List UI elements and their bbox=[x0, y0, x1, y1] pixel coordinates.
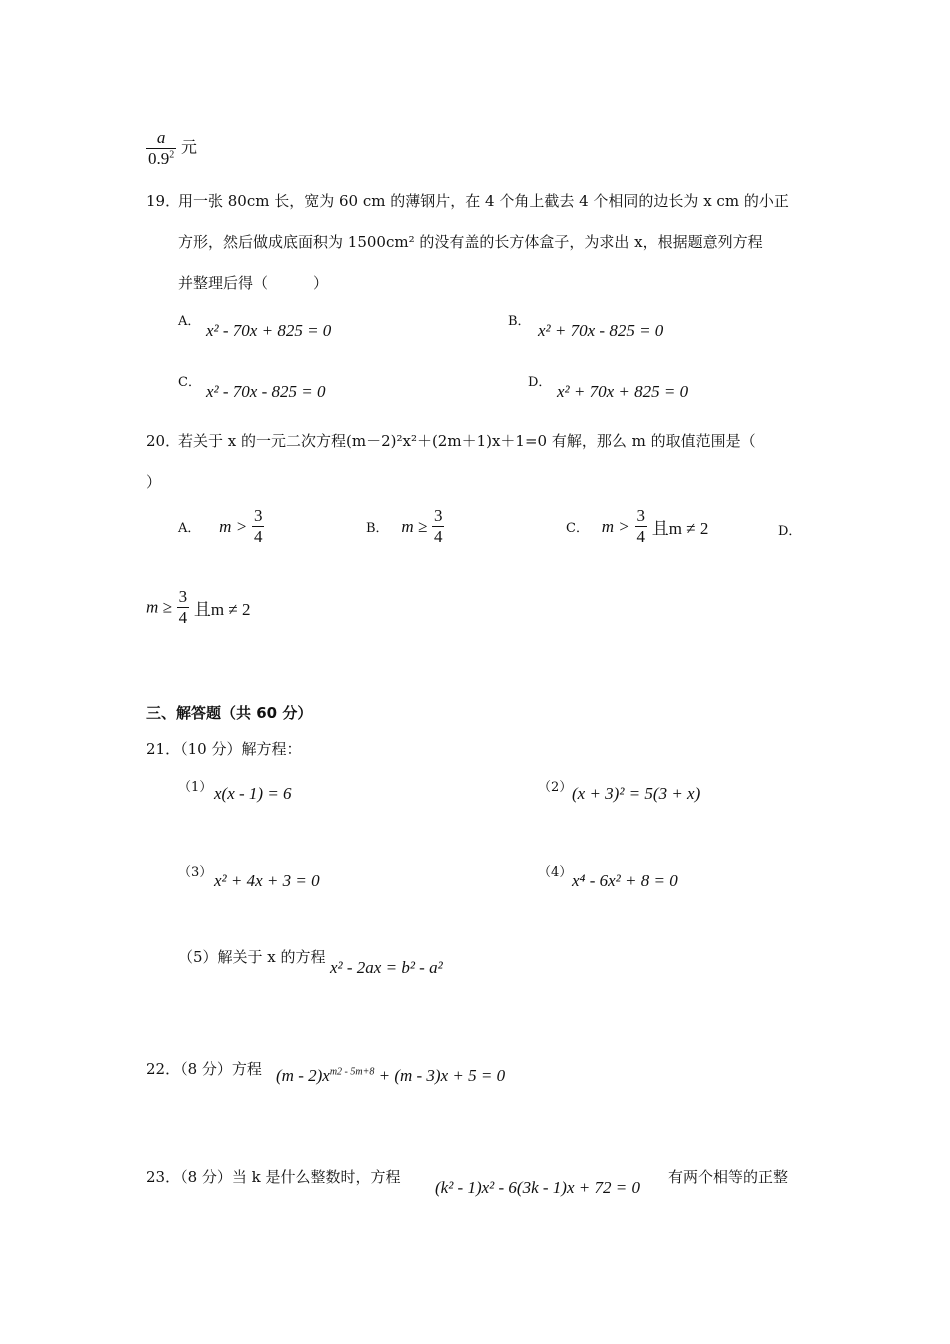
q20-option-a bbox=[178, 506, 264, 547]
q21-item1-expr: x(x - 1) = 6 bbox=[214, 784, 292, 803]
q20-option-d-num: 3 bbox=[178, 587, 188, 606]
q22-expr bbox=[276, 1066, 505, 1086]
q20-option-b bbox=[366, 506, 444, 547]
q19-option-d-expr: x² + 70x + 825 = 0 bbox=[557, 382, 689, 401]
q20-option-b-lhs: m ≥ bbox=[401, 516, 428, 536]
q20-option-d-lhs: m ≥ bbox=[146, 597, 172, 617]
q20-number: 20． bbox=[146, 432, 181, 450]
q22-expr-tail: + (m - 3)x + 5 = 0 bbox=[378, 1066, 506, 1085]
q19-line3: 并整理后得（ ） bbox=[178, 274, 329, 292]
q20-option-c-den: 4 bbox=[636, 527, 646, 546]
q20-option-b-label: B． bbox=[366, 521, 389, 536]
q23-expr: (k² - 1)x² - 6(3k - 1)x + 72 = 0 bbox=[435, 1178, 640, 1197]
fraction-denominator-exp: 2 bbox=[169, 149, 175, 161]
q21-header: 21．（10 分）解方程： bbox=[146, 740, 302, 758]
q20-line2: ） bbox=[146, 473, 162, 491]
fraction-numerator: a bbox=[156, 128, 166, 147]
q23-header: 23．（8 分）当 k 是什么整数时，方程 bbox=[146, 1168, 401, 1186]
q19-option-b-label: B． bbox=[508, 314, 531, 329]
q21-item3-label: （3） bbox=[178, 865, 213, 880]
q21-item5-expr: x² - 2ax = b² - a² bbox=[330, 958, 443, 977]
q21-item2-label: （2） bbox=[538, 780, 573, 795]
q20-option-c bbox=[566, 506, 708, 547]
q20-option-c-num: 3 bbox=[636, 506, 646, 525]
q19-line2: 方形，然后做成底面积为 1500cm² 的没有盖的长方体盒子，为求出 x，根据题意列方程 bbox=[178, 233, 763, 251]
q20-option-a-label: A． bbox=[178, 521, 201, 536]
q20-option-a-lhs: m > bbox=[219, 516, 248, 536]
q19-option-c-label: C． bbox=[178, 375, 201, 390]
q21-item5-label: （5）解关于 x 的方程 bbox=[178, 948, 326, 966]
q20-option-c-tail: 且m ≠ 2 bbox=[651, 519, 709, 538]
q22-expr-base: (m - 2)x bbox=[276, 1066, 330, 1085]
unit-yuan: 元 bbox=[181, 137, 198, 157]
q20-option-b-den: 4 bbox=[433, 527, 443, 546]
q19-option-d-label: D． bbox=[528, 375, 552, 390]
q22-expr-exp: m2 - 5m+8 bbox=[329, 1066, 375, 1078]
q21-item1-label: （1） bbox=[178, 780, 213, 795]
q21-item4-expr: x⁴ - 6x² + 8 = 0 bbox=[572, 871, 678, 890]
q20-option-b-num: 3 bbox=[433, 506, 443, 525]
q22-header: 22．（8 分）方程 bbox=[146, 1060, 262, 1078]
q19-option-b-expr: x² + 70x - 825 = 0 bbox=[538, 321, 664, 340]
section-3-title: 三、解答题（共 60 分） bbox=[146, 704, 313, 722]
q20-option-a-den: 4 bbox=[253, 527, 263, 546]
top-fraction bbox=[146, 128, 197, 169]
q19-option-a-label: A． bbox=[178, 314, 201, 329]
q19-line1: 用一张 80cm 长，宽为 60 cm 的薄钢片，在 4 个角上截去 4 个相同的边长为 x cm 的小正 bbox=[178, 192, 789, 210]
q20-option-d-den: 4 bbox=[178, 608, 188, 627]
q20-option-d-tail: 且m ≠ 2 bbox=[193, 600, 251, 619]
q21-item3-expr: x² + 4x + 3 = 0 bbox=[214, 871, 320, 890]
q20-option-c-label: C． bbox=[566, 521, 589, 536]
q20-option-d bbox=[146, 587, 250, 628]
q19-option-c-expr: x² - 70x - 825 = 0 bbox=[206, 382, 326, 401]
q20-option-c-lhs: m > bbox=[601, 516, 630, 536]
q20-option-d-label: D． bbox=[778, 524, 802, 539]
q21-item4-label: （4） bbox=[538, 865, 573, 880]
q19-number: 19． bbox=[146, 192, 181, 210]
q23-tail: 有两个相等的正整 bbox=[668, 1168, 789, 1186]
fraction-denominator: 0.9 bbox=[148, 149, 170, 168]
q19-option-a-expr: x² - 70x + 825 = 0 bbox=[206, 321, 332, 340]
q20-option-a-num: 3 bbox=[253, 506, 263, 525]
q21-item2-expr: (x + 3)² = 5(3 + x) bbox=[572, 784, 701, 803]
q20-line1: 若关于 x 的一元二次方程(m－2)²x²＋(2m＋1)x＋1=0 有解，那么 m 的取值范围是（ bbox=[178, 432, 756, 450]
